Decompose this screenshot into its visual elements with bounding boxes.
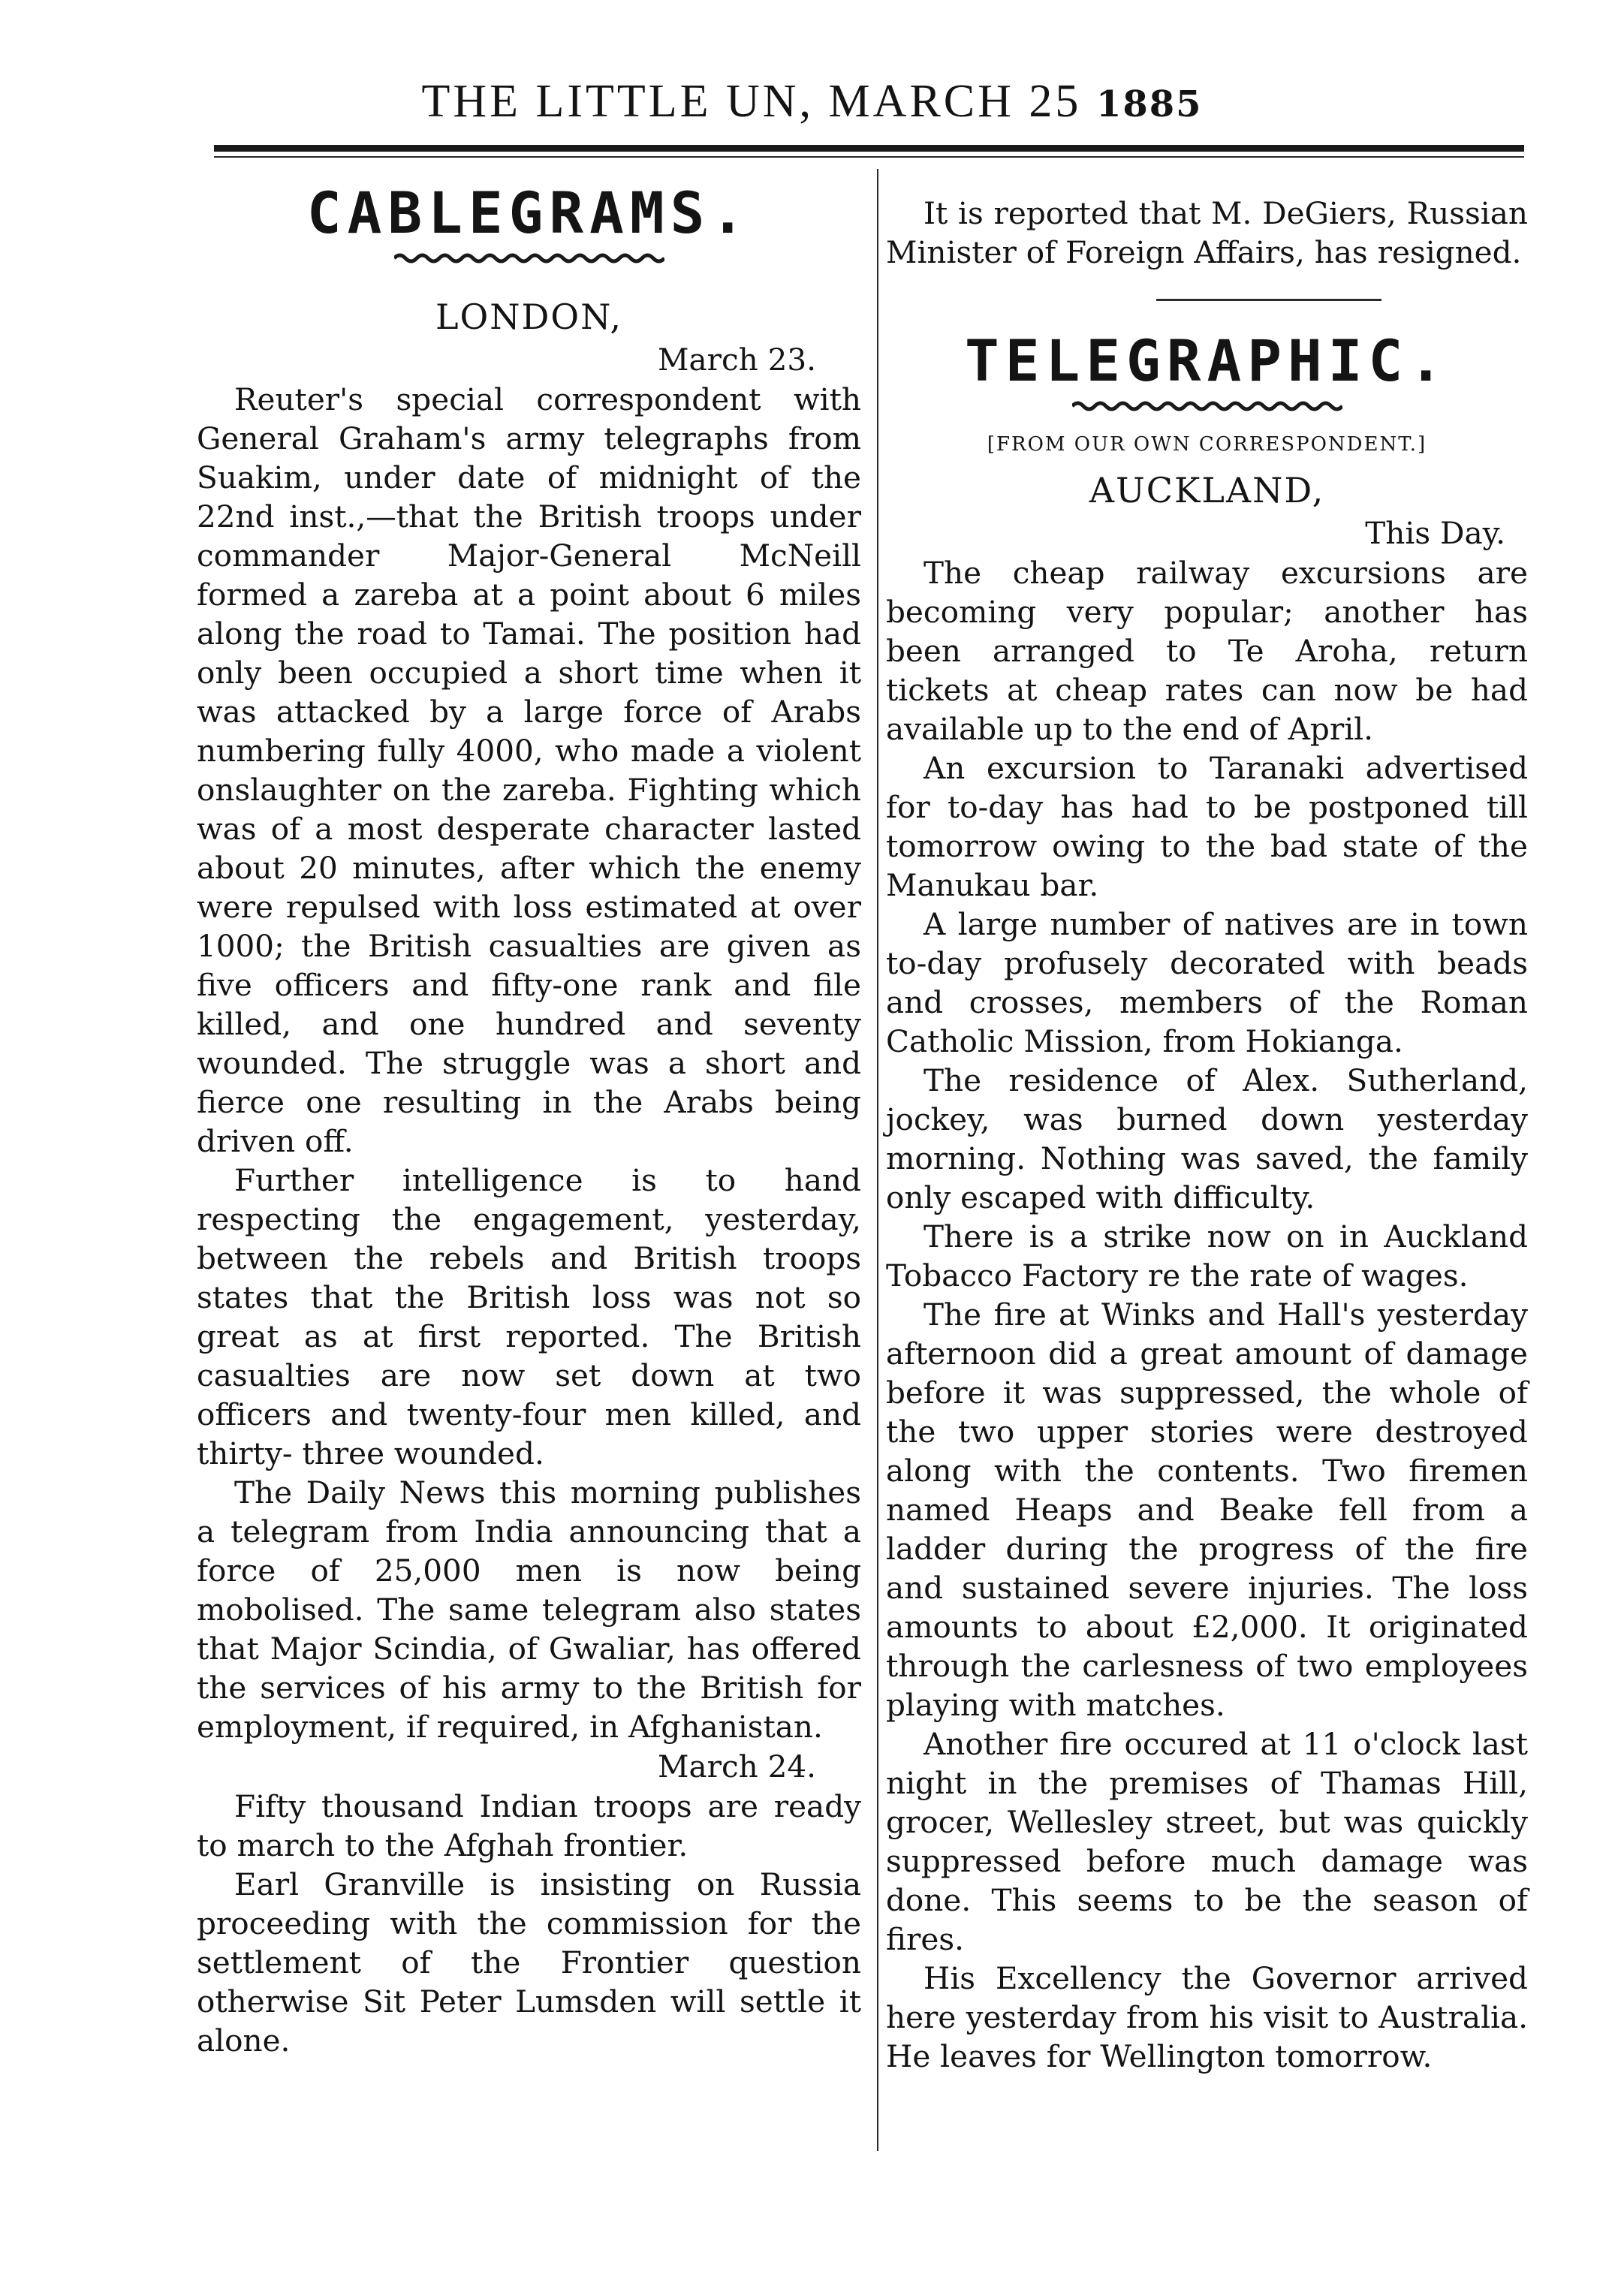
date-this-day: This Day. xyxy=(1365,515,1505,551)
right-column xyxy=(886,194,1528,2076)
date-march-24: March 24. xyxy=(657,1748,816,1785)
auckland-place: AUCKLAND, xyxy=(1089,470,1325,511)
correspondent-line: [FROM OUR OWN CORRESPONDENT.] xyxy=(987,433,1427,456)
article-paragraph: Another fire occured at 11 o'clock last night in the premises of Thamas Hill, grocer, Wellesley street, but was quickly suppressed before much damage was done. This seems to be the season of fires. xyxy=(886,1726,1528,1957)
article-paragraph: Fifty thousand Indian troops are ready to march to the Afghah frontier. xyxy=(197,1788,861,1863)
article-paragraph: The Daily News this morning publishes a telegram from India announcing that a force of 25,000 men is now being mobolised. The same telegram also states that Major Scindia, of Gwaliar, has offered the services of his army to the British for employment, if required, in Afghanistan. xyxy=(197,1474,861,1745)
article-paragraph: His Excellency the Governor arrived here yesterday from his visit to Australia. He leaves for Wellington tomorrow. xyxy=(886,1960,1528,2074)
article-paragraph: Earl Granville is insisting on Russia proceeding with the commission for the settlement of the Frontier question otherwise Sit Peter Lumsden will settle it alone. xyxy=(197,1866,861,2059)
article-paragraph: There is a strike now on in Auckland Tobacco Factory re the rate of wages. xyxy=(886,1218,1528,1294)
cablegrams-heading: CABLEGRAMS. xyxy=(306,179,752,246)
article-paragraph: A large number of natives are in town to-day profusely decorated with beads and crosses, members of the Roman Catholic Mission, from Hokianga. xyxy=(886,906,1528,1059)
article-paragraph: The residence of Alex. Sutherland, jockey, was burned down yesterday morning. Nothing was saved, the family only escaped with difficulty. xyxy=(886,1062,1528,1215)
masthead-title: THE LITTLE UN, MARCH 25 xyxy=(421,76,1082,127)
masthead-rule-thick xyxy=(214,145,1524,152)
masthead-year: 1885 xyxy=(1095,83,1203,125)
article-paragraph: The fire at Winks and Hall's yesterday afternoon did a great amount of damage before it was suppressed, the whole of the two upper stories were destroyed along with the contents. Two firemen named Heaps and Beake fell from a ladder during the progress of the fire and sustained severe injuries. The loss amounts to about £2,000. It originated through the carlesness of two employees playing with matches. xyxy=(886,1297,1528,1723)
telegraphic-heading: TELEGRAPHIC. xyxy=(964,327,1450,394)
london-place: LONDON, xyxy=(435,297,623,337)
article-paragraph: Further intelligence is to hand respecting the engagement, yesterday, between the rebels and British troops states that the British loss was not so great as at first reported. The British casualties are now set down at two officers and twenty-four men killed, and thirty- three wounded. xyxy=(197,1162,861,1471)
article-paragraph: Reuter's special correspondent with General Graham's army telegraphs from Suakim, under date of midnight of the 22nd inst.,—that the British troops under commander Major-General McNeill formed a zareba at a point about 6 miles along the road to Tamai. The position had only been occupied a short time when it was attacked by a large force of Arabs numbering fully 4000, who made a violent onslaughter on the zareba. Fighting which was of a most desperate character lasted about 20 minutes, after which the enemy were repulsed with loss estimated at over 1000; the British casualties are given as five officers and fifty-one rank and file killed, and one hundred and seventy wounded. The struggle was a short and fierce one resulting in the Arabs being driven off. xyxy=(197,381,861,1159)
heading-ornament xyxy=(394,252,664,264)
date-march-23: March 23. xyxy=(657,342,816,378)
article-paragraph: An excursion to Taranaki advertised for to-day has had to be postponed till tomorrow owing to the bad state of the Manukau bar. xyxy=(886,750,1528,903)
article-paragraph: The cheap railway excursions are becoming very popular; another has been arranged to Te Aroha, return tickets at cheap rates can now be had available up to the end of April. xyxy=(886,555,1528,747)
masthead xyxy=(0,75,1624,128)
section-rule xyxy=(1156,299,1381,301)
heading-ornament xyxy=(1072,400,1342,412)
article-paragraph: It is reported that M. DeGiers, Russian Minister of Foreign Affairs, has resigned. xyxy=(886,195,1528,270)
left-column xyxy=(197,171,861,2060)
masthead-rule-thin xyxy=(214,156,1524,158)
column-divider xyxy=(877,169,878,2151)
